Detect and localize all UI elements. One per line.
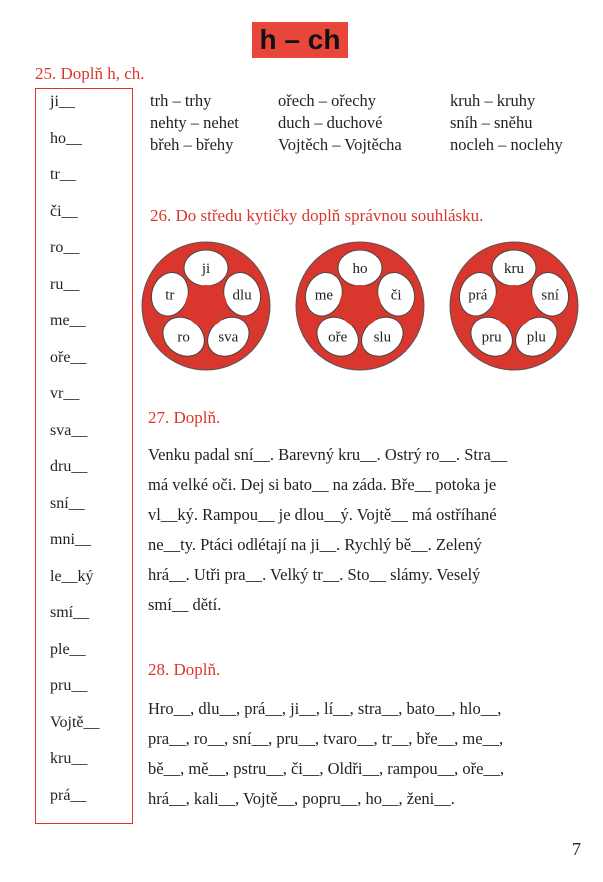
example-pair: břeh – břehy xyxy=(150,135,234,154)
petal-label: tr xyxy=(165,287,175,304)
petal-label: me xyxy=(314,287,334,304)
petal-label: kru xyxy=(504,261,524,277)
flower-center xyxy=(185,285,227,327)
flower xyxy=(450,242,578,370)
word-item: le__ký xyxy=(50,567,94,585)
text-line: Venku padal sní__. Barevný kru__. Ostrý ro__. Stra__ xyxy=(148,445,508,464)
flower-center xyxy=(493,285,535,327)
page-number: 7 xyxy=(572,839,581,859)
petal-label: dlu xyxy=(232,287,252,304)
petal-label: ji xyxy=(201,261,211,277)
petal-label: ho xyxy=(352,261,368,277)
flower xyxy=(142,242,270,370)
flower xyxy=(296,242,424,370)
exercise-28-text xyxy=(148,694,588,824)
word-item: ple__ xyxy=(50,640,86,658)
text-line: pra__, ro__, sní__, pru__, tvaro__, tr__, bře__, me__, xyxy=(148,729,504,748)
word-item: pru__ xyxy=(50,677,88,694)
word-item: sva__ xyxy=(50,421,88,439)
text-line: hrá__. Utři pra__. Velký tr__. Sto__ slámy. Veselý xyxy=(148,565,481,584)
text-line: bě__, mě__, pstru__, či__, Oldři__, rampou__, oře__, xyxy=(148,759,505,778)
petal-label: či xyxy=(390,287,402,304)
petal-label: plu xyxy=(526,329,546,346)
example-pair: ořech – ořechy xyxy=(278,91,377,110)
word-item: kru__ xyxy=(50,750,88,767)
exercise-27-heading: 27. Doplň. xyxy=(148,408,221,427)
word-item: ru__ xyxy=(50,275,80,293)
example-pair: trh – trhy xyxy=(150,91,212,110)
exercise-25-heading: 25. Doplň h, ch. xyxy=(35,64,145,83)
exercise-27-text xyxy=(148,440,588,640)
word-item: ho__ xyxy=(50,129,82,147)
word-item: tr__ xyxy=(50,166,76,183)
example-pair: nocleh – noclehy xyxy=(450,135,563,154)
word-item: prá__ xyxy=(50,786,87,804)
exercise-26-heading: 26. Do středu kytičky doplň správnou souhlásku. xyxy=(150,206,484,225)
word-item: sní__ xyxy=(50,494,85,512)
text-line: ne__ty. Ptáci odlétají na ji__. Rychlý bě__. Zelený xyxy=(148,535,482,554)
text-line: smí__ dětí. xyxy=(148,595,222,614)
example-pair: kruh – kruhy xyxy=(450,91,536,110)
exercise-25-word-box xyxy=(35,88,133,824)
word-item: oře__ xyxy=(50,348,87,366)
text-line: Hro__, dlu__, prá__, ji__, lí__, stra__, bato__, hlo__, xyxy=(148,699,502,718)
petal-label: pru xyxy=(481,329,502,346)
example-pair: Vojtěch – Vojtěcha xyxy=(278,135,402,154)
petal-label: sva xyxy=(218,329,239,346)
exercise-28-heading: 28. Doplň. xyxy=(148,660,221,679)
word-item: smí__ xyxy=(50,604,90,621)
text-line: vl__ký. Rampou__ je dlou__ý. Vojtě__ má ostříhané xyxy=(148,505,497,524)
petal-label: sní xyxy=(541,287,559,304)
word-item: me__ xyxy=(50,312,86,329)
petal-label: slu xyxy=(373,329,392,346)
flowers-group xyxy=(140,232,600,392)
word-item: dru__ xyxy=(50,458,88,475)
word-item: mni__ xyxy=(50,531,91,548)
flower-center xyxy=(339,285,381,327)
word-item: ji__ xyxy=(50,93,75,110)
text-line: má velké oči. Dej si bato__ na záda. Bře__ potoka je xyxy=(148,475,497,494)
word-item: ro__ xyxy=(50,239,80,256)
page-title: h – ch xyxy=(252,22,348,58)
word-item: či__ xyxy=(50,202,78,220)
text-line: hrá__, kali__, Vojtě__, popru__, ho__, ženi__. xyxy=(148,789,455,808)
word-item: vr__ xyxy=(50,385,80,402)
word-item: Vojtě__ xyxy=(50,713,100,731)
petal-label: ro xyxy=(177,329,190,346)
example-pair: nehty – nehet xyxy=(150,113,239,132)
petal-label: oře xyxy=(328,329,348,346)
petal-label: prá xyxy=(468,287,488,304)
example-pair: sníh – sněhu xyxy=(450,113,533,132)
example-pair: duch – duchové xyxy=(278,113,383,132)
